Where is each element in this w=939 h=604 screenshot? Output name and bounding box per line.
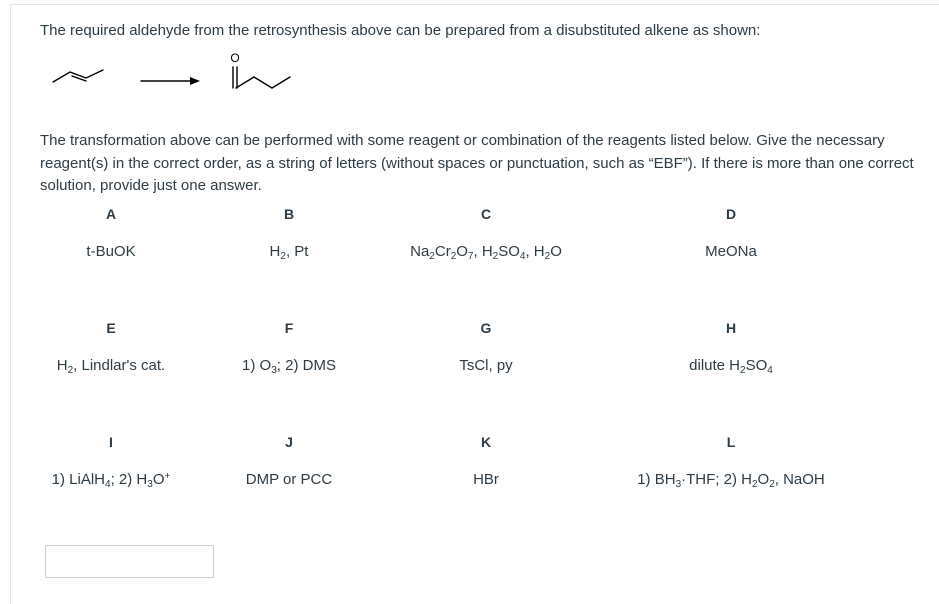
reagent-text-g: TsCl, py: [459, 357, 513, 374]
reagent-text-e: $H_2$, Lindlar's cat.: [56, 357, 166, 376]
reagent-text-f: 1) $O_3$; 2) DMS: [242, 357, 336, 376]
reagent-text-h: dilute $H_2SO_4$: [689, 357, 773, 376]
reagent-letter-g: G: [480, 320, 492, 336]
reagent-letter-i: I: [109, 434, 113, 450]
reagent-text-l: 1) $BH_3\cdot THF$; 2) $H_2O_2$, NaOH: [637, 471, 825, 490]
reagent-text-a: t-BuOK: [86, 243, 136, 260]
reagent-letter-d: D: [725, 206, 737, 222]
reagent-letter-k: K: [480, 434, 492, 450]
reagent-letter-c: C: [480, 206, 492, 222]
intro-text: The required aldehyde from the retrosynthesis above can be prepared from a disubstituted alkene as shown:: [40, 22, 761, 39]
reagent-letter-a: A: [105, 206, 117, 222]
oxygen-label: O: [230, 51, 240, 65]
reagent-letter-b: B: [283, 206, 295, 222]
reagent-letter-j: J: [285, 434, 293, 450]
reaction-scheme: [40, 44, 320, 104]
aldehyde-structure: [236, 77, 290, 88]
reagent-text-k: HBr: [473, 471, 499, 488]
reagent-text-i: 1) LiAlH$_4$; 2) $H_3O^+$: [51, 471, 171, 490]
reagent-letter-e: E: [106, 320, 116, 336]
reagent-text-b: $H_2$, Pt: [269, 243, 309, 262]
reagent-text-j: DMP or PCC: [245, 471, 333, 488]
reagent-letter-h: H: [725, 320, 737, 336]
question-text: The transformation above can be performed with some reagent or combination of the reagents listed below. Give the necessary reagent(s) in the correct order, as a string of letters (without spaces or punctuation, such as “EBF”). If there is more than one correct solution, provide just one answer.: [40, 132, 914, 194]
reagent-text-c: $Na_2Cr_2O_7$, $H_2SO_4$, $H_2O$: [410, 243, 562, 262]
reagent-text-d: MeONa: [705, 243, 757, 260]
answer-input[interactable]: [45, 545, 214, 578]
reagent-letter-f: F: [284, 320, 294, 336]
alkene-structure: [53, 70, 103, 82]
reagent-letter-l: L: [726, 434, 736, 450]
